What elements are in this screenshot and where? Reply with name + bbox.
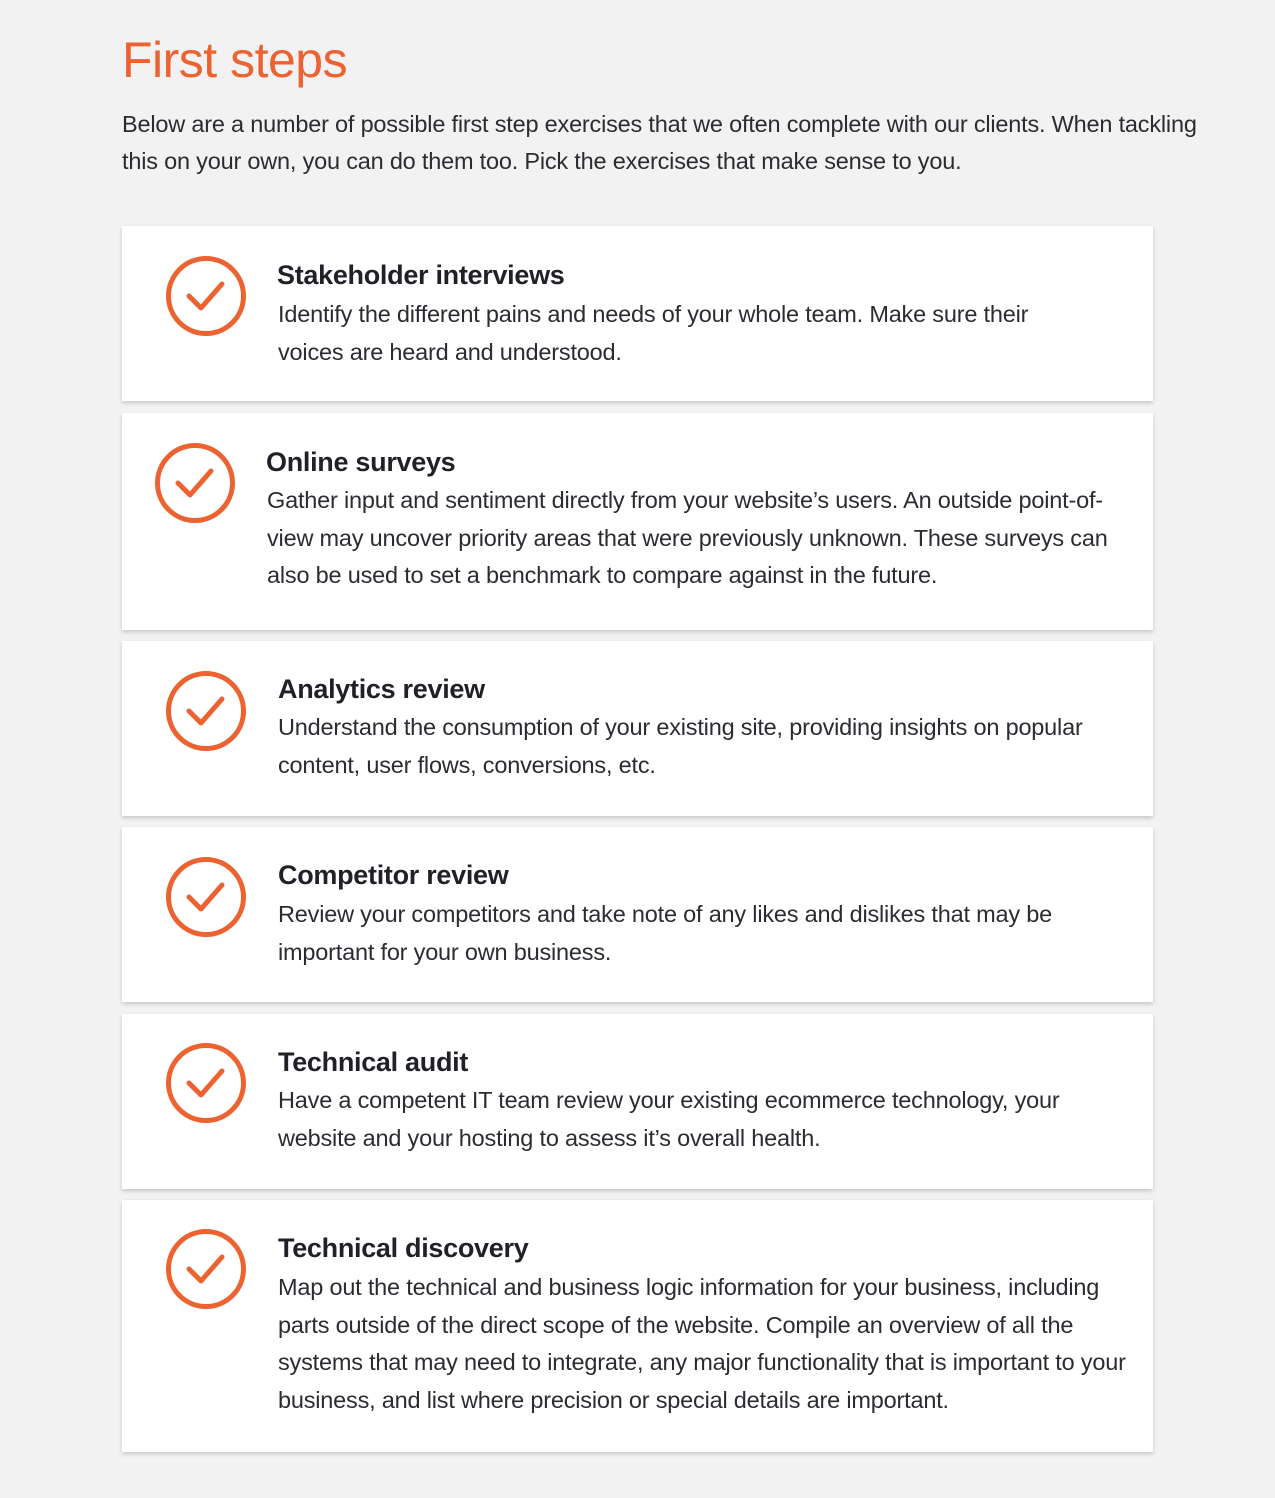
check-circle-icon xyxy=(165,1042,247,1124)
step-description: Map out the technical and business logic information for your business, including parts outside of the direct scope of the website. Compile an overview of all the systems that may need to integrate, any major functionality that is important to your business, and list where precision or special details are important. xyxy=(278,1274,1126,1413)
step-title: Online surveys xyxy=(266,447,456,477)
step-title: Competitor review xyxy=(278,860,509,890)
step-card-competitor-review xyxy=(122,827,1153,1002)
step-card-technical-audit xyxy=(122,1014,1153,1189)
step-title: Technical discovery xyxy=(278,1233,529,1263)
step-card-analytics-review xyxy=(122,641,1153,816)
step-title: Analytics review xyxy=(278,674,485,704)
step-description: Review your competitors and take note of any likes and dislikes that may be important for your own business. xyxy=(278,901,1052,965)
step-description: Understand the consumption of your existing site, providing insights on popular content, user flows, conversions, etc. xyxy=(278,714,1083,778)
step-title: Stakeholder interviews xyxy=(277,260,565,290)
intro-paragraph: Below are a number of possible first step exercises that we often complete with our clients. When tackling this on your own, you can do them too. Pick the exercises that make sense to you. xyxy=(122,111,1197,174)
check-circle-icon xyxy=(165,856,247,938)
page-title: First steps xyxy=(122,32,348,88)
step-card-online-surveys xyxy=(122,413,1153,630)
check-circle-icon xyxy=(165,1228,247,1310)
step-description: Have a competent IT team review your existing ecommerce technology, your website and your hosting to assess it’s overall health. xyxy=(278,1087,1060,1151)
step-description: Gather input and sentiment directly from your website’s users. An outside point-of-view may uncover priority areas that were previously unknown. These surveys can also be used to set a benchmark to compare against in the future. xyxy=(267,487,1108,588)
check-circle-icon xyxy=(165,255,247,337)
step-description: Identify the different pains and needs of your whole team. Make sure their voices are heard and understood. xyxy=(278,301,1029,365)
check-circle-icon xyxy=(165,670,247,752)
step-card-technical-discovery xyxy=(122,1200,1153,1452)
step-title: Technical audit xyxy=(278,1047,469,1077)
step-card-stakeholder-interviews xyxy=(122,226,1153,401)
check-circle-icon xyxy=(154,442,236,524)
